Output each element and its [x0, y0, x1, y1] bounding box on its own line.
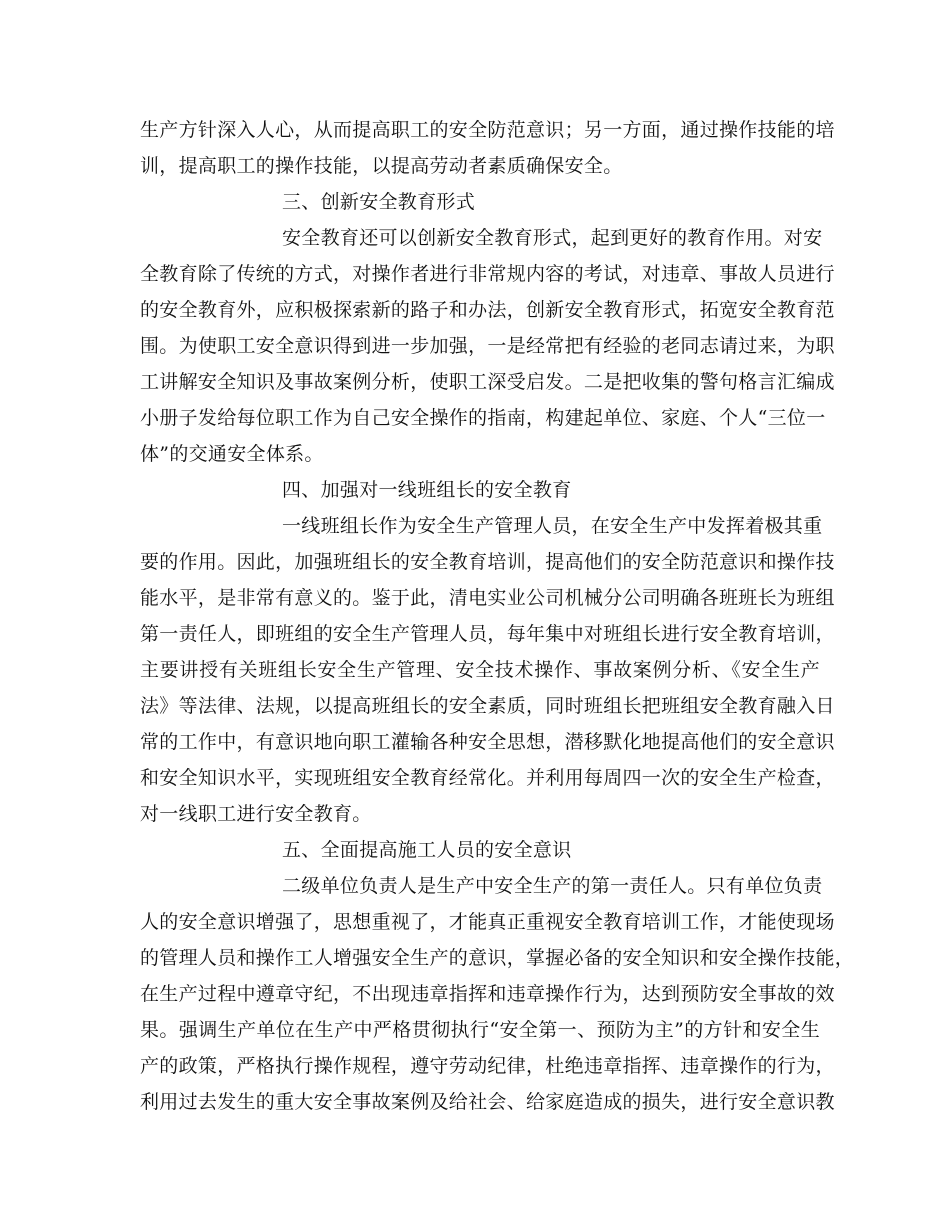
paragraph-line: 和安全知识水平，实现班组安全教育经常化。并利用每周四一次的安全生产检查，	[140, 767, 835, 789]
section-heading-5: 五、全面提高施工人员的安全意识	[282, 839, 572, 861]
paragraph-line: 法》等法律、法规，以提高班组长的安全素质，同时班组长把班组安全教育融入日	[140, 695, 835, 717]
paragraph-line: 的安全教育外，应积极探索新的路子和办法，创新安全教育形式，拓宽安全教育范	[140, 299, 835, 321]
paragraph-line: 体”的交通安全体系。	[140, 443, 324, 465]
paragraph-line: 对一线职工进行安全教育。	[140, 803, 372, 825]
paragraph-line: 的管理人员和操作工人增强安全生产的意识，掌握必备的安全知识和安全操作技能，	[140, 947, 855, 969]
section-heading-3: 三、创新安全教育形式	[282, 191, 476, 213]
paragraph-line: 人的安全意识增强了，思想重视了，才能真正重视安全教育培训工作，才能使现场	[140, 911, 835, 933]
paragraph-line: 生产方针深入人心，从而提高职工的安全防范意识；另一方面，通过操作技能的培	[140, 119, 835, 141]
paragraph-line: 果。强调生产单位在生产中严格贯彻执行“安全第一、预防为主”的方针和安全生	[140, 1019, 820, 1041]
paragraph-line: 训，提高职工的操作技能，以提高劳动者素质确保安全。	[140, 155, 623, 177]
paragraph-line: 工讲解安全知识及事故案例分析，使职工深受启发。二是把收集的警句格言汇编成	[140, 371, 835, 393]
paragraph-line: 围。为使职工安全意识得到进一步加强，一是经常把有经验的老同志请过来，为职	[140, 335, 835, 357]
section-heading-4: 四、加强对一线班组长的安全教育	[282, 479, 572, 501]
paragraph-line: 能水平，是非常有意义的。鉴于此，清电实业公司机械分公司明确各班班长为班组	[140, 587, 835, 609]
paragraph-line: 在生产过程中遵章守纪，不出现违章指挥和违章操作行为，达到预防安全事故的效	[140, 983, 835, 1005]
paragraph-line: 二级单位负责人是生产中安全生产的第一责任人。只有单位负责	[282, 875, 823, 897]
paragraph-line: 要的作用。因此，加强班组长的安全教育培训，提高他们的安全防范意识和操作技	[140, 551, 835, 573]
paragraph-line: 主要讲授有关班组长安全生产管理、安全技术操作、事故案例分析、《安全生产	[140, 659, 820, 681]
paragraph-line: 产的政策，严格执行操作规程，遵守劳动纪律，杜绝违章指挥、违章操作的行为，	[140, 1055, 835, 1077]
paragraph-line: 小册子发给每位职工作为自己安全操作的指南，构建起单位、家庭、个人“三位一	[140, 407, 826, 429]
paragraph-line: 全教育除了传统的方式，对操作者进行非常规内容的考试，对违章、事故人员进行	[140, 263, 835, 285]
paragraph-line: 常的工作中，有意识地向职工灌输各种安全思想，潜移默化地提高他们的安全意识	[140, 731, 835, 753]
paragraph-line: 利用过去发生的重大安全事故案例及给社会、给家庭造成的损失，进行安全意识教	[140, 1091, 835, 1113]
paragraph-line: 一线班组长作为安全生产管理人员，在安全生产中发挥着极其重	[282, 515, 823, 537]
paragraph-line: 第一责任人，即班组的安全生产管理人员，每年集中对班组长进行安全教育培训，	[140, 623, 835, 645]
paragraph-line: 安全教育还可以创新安全教育形式，起到更好的教育作用。对安	[282, 227, 823, 249]
